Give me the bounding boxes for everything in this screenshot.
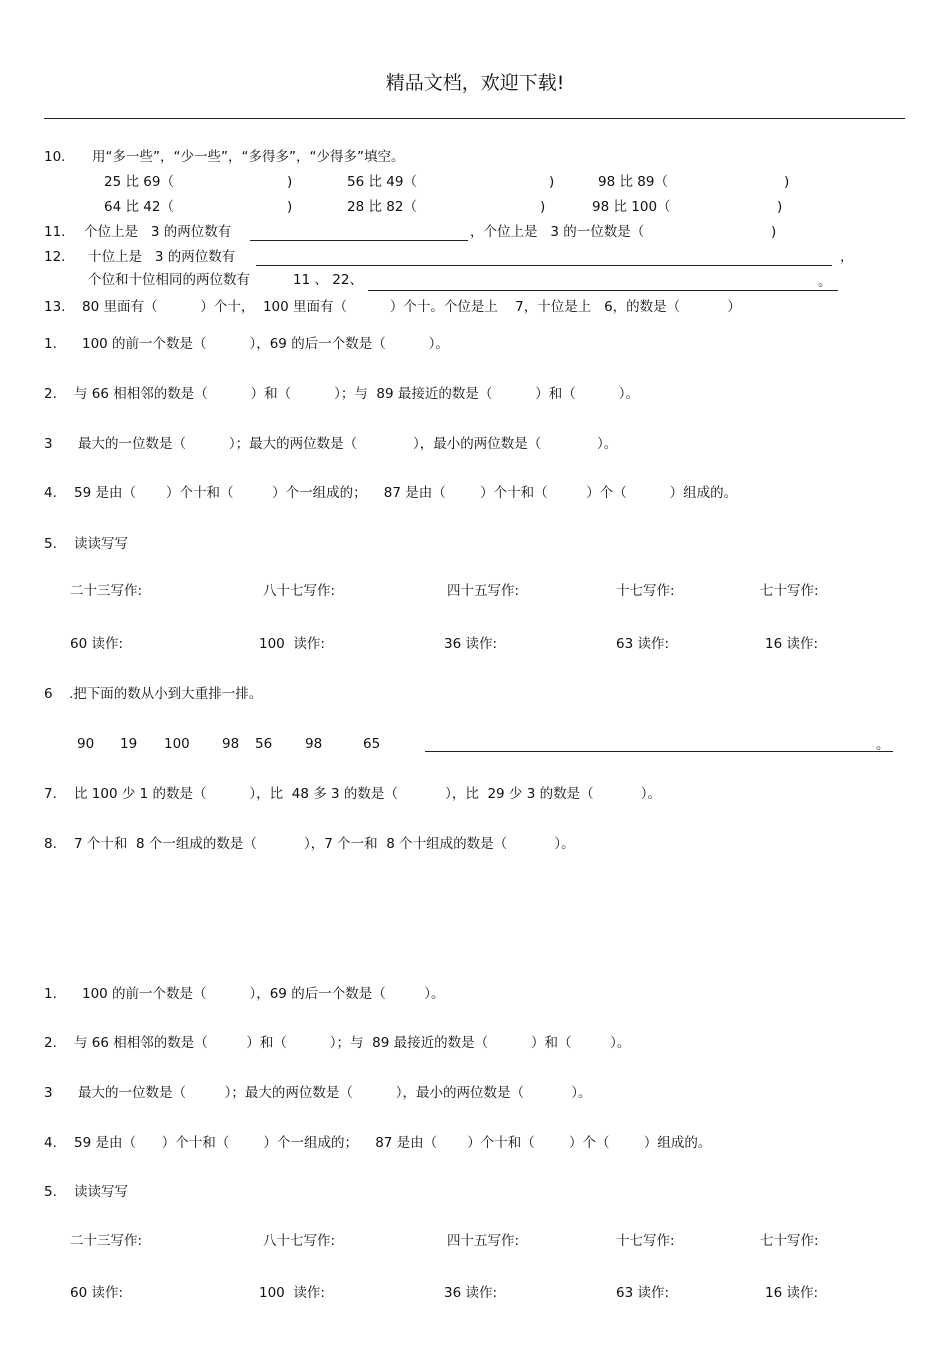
s2-q2-text: 与 66 相相邻的数是（ ）和（ ）；与 89 最接近的数是（ ）和（ ）。 (74, 1035, 631, 1051)
header-divider (44, 118, 905, 119)
s1-q2-number: 2. (44, 386, 57, 402)
q11-number: 11. (44, 224, 66, 240)
s1-read-item: 63 读作: (616, 636, 670, 652)
s1-q4-text: 59 是由（ ）个十和（ ）个一组成的； 87 是由（ ）个十和（ ）个（ ）组成的。 (74, 485, 738, 501)
s1-write-item: 四十五写作: (447, 583, 520, 599)
s2-q3-text: 最大的一位数是（ ）；最大的两位数是（ ），最小的两位数是（ ）。 (78, 1085, 592, 1101)
q10-number: 10. (44, 149, 66, 165)
s2-q4-number: 4. (44, 1135, 57, 1151)
s2-read-item: 63 读作: (616, 1285, 670, 1301)
s2-q1-text: 100 的前一个数是（ ），69 的后一个数是（ ）。 (82, 986, 445, 1002)
s1-q8-text: 7 个十和 8 个一组成的数是（ ），7 个一和 8 个十组成的数是（ ）。 (74, 836, 575, 852)
s1-q6-number-item: 90 (77, 736, 95, 752)
s2-write-item: 四十五写作: (447, 1233, 520, 1249)
q10-r2-item3: 98 比 100（ (592, 199, 671, 215)
q10-r1-item1: 25 比 69（ (104, 174, 174, 190)
q11-answer-line[interactable] (250, 240, 468, 241)
s2-q2-number: 2. (44, 1035, 57, 1051)
q12-number: 12. (44, 249, 66, 265)
q10-r2-item2: 28 比 82（ (347, 199, 417, 215)
s1-read-item: 60 读作: (70, 636, 124, 652)
s2-write-item: 八十七写作: (263, 1233, 336, 1249)
page-title: 精品文档，欢迎下载! (385, 72, 565, 94)
s1-write-item: 七十写作: (760, 583, 819, 599)
s1-q6-end: 。 (876, 737, 890, 753)
s1-q7-number: 7. (44, 786, 57, 802)
s1-q6-number-item: 98 (305, 736, 323, 752)
q13-text: 80 里面有（ ）个十， 100 里面有（ ）个十。个位是上 7，十位是上 6，的数是（ ） (82, 299, 741, 315)
s2-write-item: 七十写作: (760, 1233, 819, 1249)
s1-write-item: 十七写作: (616, 583, 675, 599)
s1-q6-number: 6 (44, 686, 53, 702)
s1-read-item: 16 读作: (765, 636, 819, 652)
q10-r2-close1: ) (287, 199, 293, 215)
s2-write-item: 二十三写作: (70, 1233, 143, 1249)
q12-end: 。 (818, 274, 832, 290)
q10-r1-close1: ) (287, 174, 293, 190)
s1-q4-number: 4. (44, 485, 57, 501)
q10-r1-item3: 98 比 89（ (598, 174, 668, 190)
s1-q3-number: 3 (44, 436, 53, 452)
q10-r2-item1: 64 比 42（ (104, 199, 174, 215)
q13-number: 13. (44, 299, 66, 315)
s1-q6-number-item: 100 (164, 736, 190, 752)
s2-q1-number: 1. (44, 986, 57, 1002)
s2-read-item: 36 读作: (444, 1285, 498, 1301)
s1-q1-text: 100 的前一个数是（ ），69 的后一个数是（ ）。 (82, 336, 449, 352)
s2-q5-text: 读读写写 (74, 1184, 128, 1200)
q10-r2-close3: ) (777, 199, 783, 215)
s1-q7-text: 比 100 少 1 的数是（ ），比 48 多 3 的数是（ ），比 29 少 3 的数是（ ）。 (74, 786, 662, 802)
s1-q1-number: 1. (44, 336, 57, 352)
s1-read-item: 36 读作: (444, 636, 498, 652)
q10-text: 用“多一些”，“少一些”，“多得多”，“少得多”填空。 (92, 149, 405, 165)
s2-read-item: 100 读作: (259, 1285, 325, 1301)
q10-r1-close3: ) (784, 174, 790, 190)
q12-text-b: 个位和十位相同的两位数有 (88, 272, 250, 288)
q12-text-c: 11 、 22、 (293, 272, 363, 288)
q12-answer-line-1[interactable] (256, 265, 832, 266)
q11-close: ) (771, 224, 777, 240)
s2-q5-number: 5. (44, 1184, 57, 1200)
s2-read-item: 60 读作: (70, 1285, 124, 1301)
s1-q6-answer-line[interactable] (425, 751, 893, 752)
s1-q2-text: 与 66 相相邻的数是（ ）和（ ）；与 89 最接近的数是（ ）和（ ）。 (74, 386, 639, 402)
q11-text-a: 个位上是 3 的两位数有 (84, 224, 232, 240)
s1-read-item: 100 读作: (259, 636, 325, 652)
s1-q3-text: 最大的一位数是（ ）；最大的两位数是（ ），最小的两位数是（ ）。 (78, 436, 618, 452)
s2-q4-text: 59 是由（ ）个十和（ ）个一组成的； 87 是由（ ）个十和（ ）个（ ）组成的。 (74, 1135, 712, 1151)
q12-text-a: 十位上是 3 的两位数有 (88, 249, 236, 265)
q10-r1-item2: 56 比 49（ (347, 174, 417, 190)
s1-write-item: 八十七写作: (263, 583, 336, 599)
s2-write-item: 十七写作: (616, 1233, 675, 1249)
q10-r1-close2: ) (549, 174, 555, 190)
s1-q6-number-item: 98 (222, 736, 240, 752)
s1-q6-text: .把下面的数从小到大重排一排。 (69, 686, 263, 702)
s1-q5-text: 读读写写 (74, 536, 128, 552)
q12-answer-line-2[interactable] (368, 290, 838, 291)
s2-read-item: 16 读作: (765, 1285, 819, 1301)
q11-text-b: ，个位上是 3 的一位数是（ (470, 224, 645, 240)
s1-write-item: 二十三写作: (70, 583, 143, 599)
s1-q5-number: 5. (44, 536, 57, 552)
q10-r2-close2: ) (540, 199, 546, 215)
s1-q6-number-item: 65 (363, 736, 381, 752)
q12-comma: ， (840, 249, 854, 265)
s1-q6-number-item: 19 (120, 736, 138, 752)
s1-q8-number: 8. (44, 836, 57, 852)
s1-q6-number-item: 56 (255, 736, 273, 752)
s2-q3-number: 3 (44, 1085, 53, 1101)
